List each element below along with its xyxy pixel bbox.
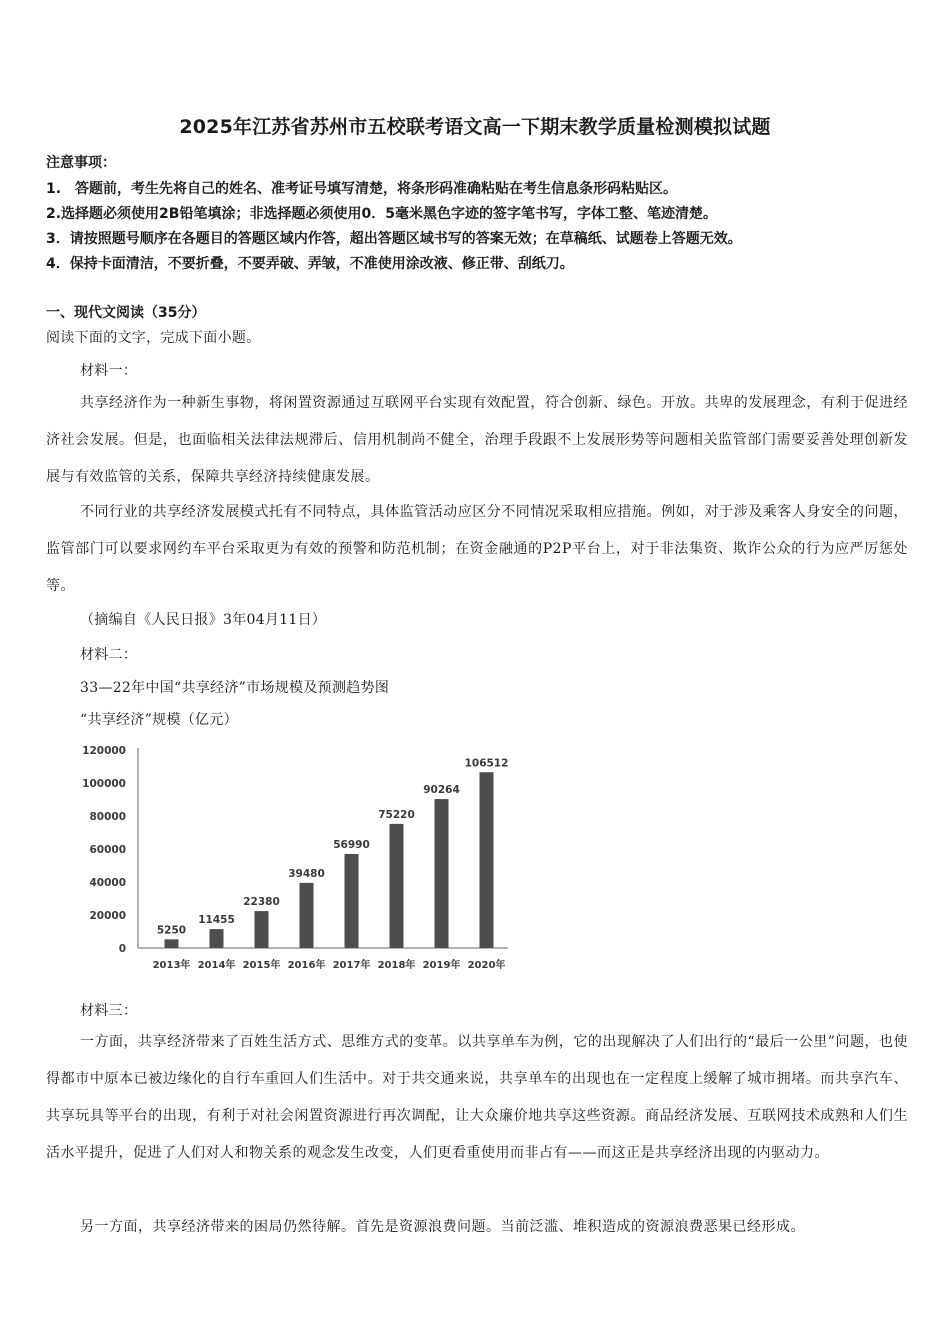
reading-instruction: 阅读下面的文字，完成下面小题。 xyxy=(46,330,261,346)
bar-data-label: 56990 xyxy=(333,838,370,851)
material3-paragraph-1: 一方面，共享经济带来了百姓生活方式、思维方式的变革。以共享单车为例，它的出现解决了人们出行的“最后一公里”问题，也使得都市中原本已被边缘化的自行车重回人们生活中。对于共交通来说，共享单车的出现也在一定程度上缓解了城市拥堵。而共享汽车、共享玩具等平台的出现，有利于对社会闲置资源进行再次调配，让大众廉价地共享这些资源。商品经济发展、互联网技术成熟和人们生活水平提升，促进了人们对人和物关系的观念发生改变，人们更看重使用而非占有——而这正是共享经济出现的内驱动力。 xyxy=(46,1034,908,1161)
bar-data-label: 90264 xyxy=(423,784,460,797)
note-item-3: 3．请按照题号顺序在各题目的答题区域内作答，超出答题区域书写的答案无效；在草稿纸、试题卷上答题无效。 xyxy=(46,231,742,247)
note-item-4: 4．保持卡面清洁，不要折叠，不要弄破、弄皱，不准使用涂改液、修正带、刮纸刀。 xyxy=(46,256,574,272)
y-tick-label: 100000 xyxy=(82,778,126,790)
x-tick-label: 2020年 xyxy=(467,960,506,971)
bar-data-label: 11455 xyxy=(198,914,235,927)
chart-unit-label: “共享经济”规模（亿元） xyxy=(80,712,238,728)
bar-data-label: 106512 xyxy=(464,757,509,770)
notes-heading: 注意事项： xyxy=(46,155,116,171)
y-tick-label: 80000 xyxy=(89,811,126,823)
bar-data-label: 75220 xyxy=(378,808,415,821)
bar-data-label: 39480 xyxy=(288,867,325,880)
material1-paragraph-1: 共享经济作为一种新生事物，将闲置资源通过互联网平台实现有效配置，符合创新、绿色。开放。共卑的发展理念，有利于促进经济社会发展。但是，也面临相关法律法规滞后、信用机制尚不健全，治理手段跟不上发展形势等问题相关监管部门需要妥善处理创新发展与有效监管的关系，保障共享经济持续健康发展。 xyxy=(46,395,908,485)
bar xyxy=(210,929,224,948)
note-item-2: 2.选择题必须使用2B铅笔填涂；非选择题必须使用0．5毫米黑色字迹的签字笔书写，字体工整、笔迹清楚。 xyxy=(46,206,717,222)
x-tick-label: 2018年 xyxy=(377,960,416,971)
material3-label: 材料三： xyxy=(80,1003,138,1019)
chart-caption: 33—22年中国“共享经济”市场规模及预测趋势图 xyxy=(80,680,390,696)
y-tick-label: 20000 xyxy=(89,910,126,922)
section-heading: 一、现代文阅读（35分） xyxy=(46,305,206,321)
bar xyxy=(255,911,269,948)
x-tick-label: 2016年 xyxy=(287,960,326,971)
y-tick-label: 60000 xyxy=(89,844,126,856)
material3-paragraph-2: 另一方面，共享经济带来的困局仍然待解。首先是资源浪费问题。当前泛滥、堆积造成的资源浪费恶果已经形成。 xyxy=(80,1219,805,1235)
bar xyxy=(165,939,179,948)
x-tick-label: 2013年 xyxy=(152,960,191,971)
x-tick-label: 2019年 xyxy=(422,960,461,971)
bar xyxy=(390,824,404,948)
bar xyxy=(480,772,494,948)
material1-label: 材料一： xyxy=(80,363,138,379)
material2-label: 材料二： xyxy=(80,647,138,663)
y-tick-label: 0 xyxy=(118,943,126,955)
bar xyxy=(300,883,314,948)
material1-paragraph-2: 不同行业的共享经济发展模式托有不同特点，具体监管活动应区分不同情况采取相应措施。例如，对于涉及乘客人身安全的问题，监管部门可以要求网约车平台采取更为有效的预警和防范机制；在资金融通的P2P平台上，对于非法集资、欺诈公众的行为应严厉惩处等。 xyxy=(46,504,908,594)
x-tick-label: 2017年 xyxy=(332,960,371,971)
bar-data-label: 22380 xyxy=(243,896,280,909)
bar-data-label: 5250 xyxy=(156,924,187,937)
bar xyxy=(345,854,359,948)
bar xyxy=(435,799,449,948)
note-item-1: 1. 答题前，考生先将自己的姓名、准考证号填写清楚，将条形码准确粘贴在考生信息条形码粘贴区。 xyxy=(46,181,678,197)
x-tick-label: 2014年 xyxy=(197,960,236,971)
y-tick-label: 40000 xyxy=(89,877,126,889)
y-tick-label: 120000 xyxy=(82,745,126,757)
x-tick-label: 2015年 xyxy=(242,960,281,971)
page-title: 2025年江苏省苏州市五校联考语文高一下期末教学质量检测模拟试题 xyxy=(179,116,771,138)
material1-source: （摘编自《人民日报》3年04月11日） xyxy=(80,612,327,628)
market-size-bar-chart xyxy=(82,740,528,980)
